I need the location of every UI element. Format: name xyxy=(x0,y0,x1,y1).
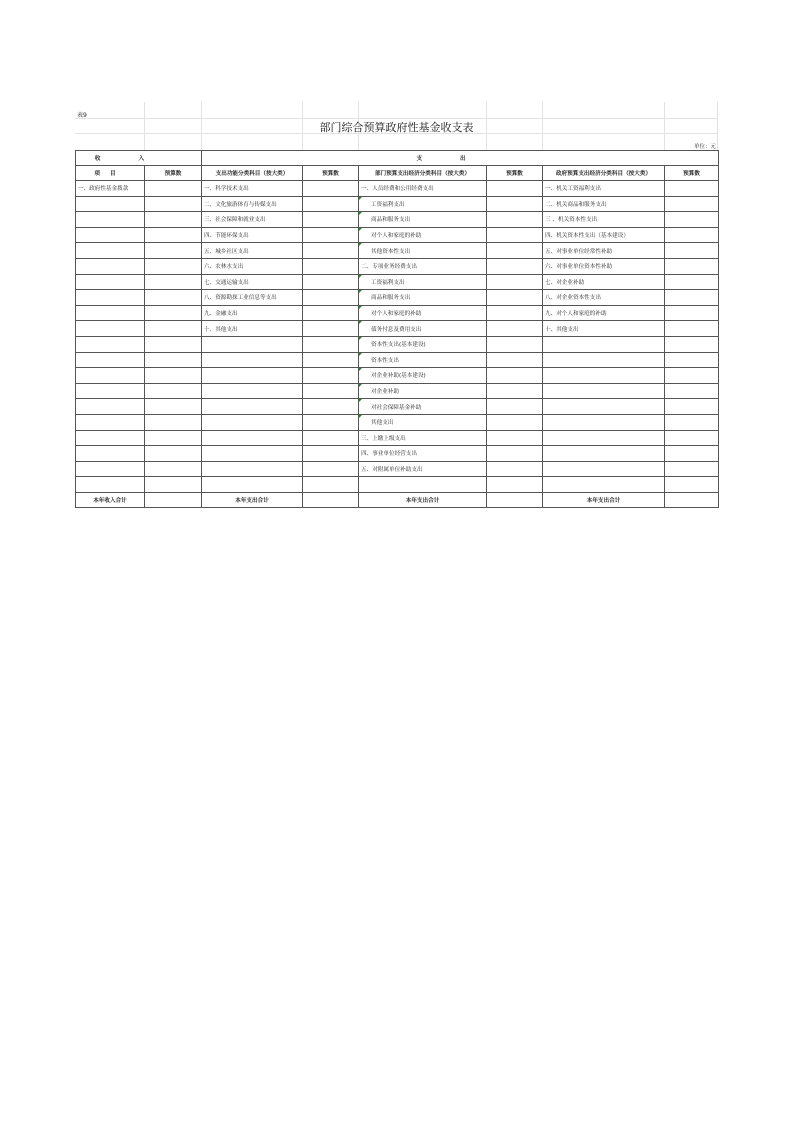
col-gov-econ-header: 政府预算支出经济分类科目（按大类） xyxy=(543,166,665,181)
income-total-label: 本年收入合计 xyxy=(76,492,145,508)
col-func-header: 支出功能分类科目（按大类） xyxy=(202,166,303,181)
gov-item-cell: 五、对事业单位经常性补助 xyxy=(543,243,665,259)
func-item-cell: 一、科学技术支出 xyxy=(202,181,303,197)
gov-item-cell: 三 、机关资本性支出 xyxy=(543,212,665,228)
expense-header: 支出 xyxy=(202,151,719,166)
col-dept-econ-header: 部门预算支出经济分类科目（按大类） xyxy=(359,166,487,181)
fund-budget-table xyxy=(75,150,719,508)
dept-item-cell: 对个人和家庭的补助 xyxy=(359,227,487,243)
func-item-cell xyxy=(202,414,303,430)
gov-budget-cell xyxy=(665,212,719,228)
table-row xyxy=(76,258,719,274)
income-budget-cell xyxy=(145,305,202,321)
income-item-cell xyxy=(76,243,145,259)
expense-total-label-2: 本年支出合计 xyxy=(359,492,487,508)
func-budget-cell xyxy=(303,430,359,446)
gov-item-cell xyxy=(543,399,665,415)
gov-item-cell xyxy=(543,446,665,462)
dept-budget-cell xyxy=(487,430,543,446)
dept-budget-cell xyxy=(487,290,543,306)
header-row-top xyxy=(76,151,719,166)
dept-budget-cell xyxy=(487,368,543,384)
income-budget-cell xyxy=(145,383,202,399)
table-row xyxy=(76,414,719,430)
gov-item-cell xyxy=(543,461,665,477)
expense-total-value-1 xyxy=(303,492,359,508)
col-budget1-header: 预算数 xyxy=(145,166,202,181)
table-row xyxy=(76,352,719,368)
gov-item-cell: 九、对个人和家庭的补助 xyxy=(543,305,665,321)
gov-budget-cell xyxy=(665,321,719,337)
table-row xyxy=(76,274,719,290)
expense-total-label-1: 本年支出合计 xyxy=(202,492,303,508)
income-budget-cell xyxy=(145,477,202,493)
func-budget-cell xyxy=(303,446,359,462)
dept-item-cell: 四、事业单位经营支出 xyxy=(359,446,487,462)
func-item-cell: 四、节能环保支出 xyxy=(202,227,303,243)
table-number: 表9 xyxy=(77,112,87,119)
gov-budget-cell xyxy=(665,290,719,306)
income-budget-cell xyxy=(145,321,202,337)
sheet-preamble xyxy=(75,102,718,150)
income-budget-cell xyxy=(145,430,202,446)
dept-budget-cell xyxy=(487,383,543,399)
gov-budget-cell xyxy=(665,305,719,321)
income-item-cell xyxy=(76,430,145,446)
dept-item-cell: 资本性支出 xyxy=(359,352,487,368)
func-item-cell xyxy=(202,461,303,477)
gov-item-cell: 七、对企业补助 xyxy=(543,274,665,290)
dept-item-cell: 对企业补助 xyxy=(359,383,487,399)
func-budget-cell xyxy=(303,212,359,228)
dept-item-cell: 商品和服务支出 xyxy=(359,290,487,306)
income-item-cell xyxy=(76,446,145,462)
dept-item-cell: 对企业补助(基本建设) xyxy=(359,368,487,384)
expense-total-label-3: 本年支出合计 xyxy=(543,492,665,508)
income-item-cell xyxy=(76,399,145,415)
income-budget-cell xyxy=(145,212,202,228)
income-budget-cell xyxy=(145,336,202,352)
func-item-cell xyxy=(202,446,303,462)
gov-budget-cell xyxy=(665,430,719,446)
gov-budget-cell xyxy=(665,477,719,493)
dept-item-cell: 其他资本性支出 xyxy=(359,243,487,259)
func-budget-cell xyxy=(303,305,359,321)
table-row xyxy=(76,243,719,259)
table-row xyxy=(76,368,719,384)
income-item-cell xyxy=(76,336,145,352)
func-budget-cell xyxy=(303,368,359,384)
func-item-cell: 八、资源勘探工业信息等支出 xyxy=(202,290,303,306)
income-budget-cell xyxy=(145,352,202,368)
income-item-cell xyxy=(76,461,145,477)
func-item-cell: 二、文化旅游体育与传媒支出 xyxy=(202,196,303,212)
dept-budget-cell xyxy=(487,258,543,274)
dept-item-cell: 五、对附属单位补助支出 xyxy=(359,461,487,477)
income-header: 收入 xyxy=(76,151,202,166)
func-budget-cell xyxy=(303,274,359,290)
expense-total-value-2 xyxy=(487,492,543,508)
header-row-columns xyxy=(76,166,719,181)
func-item-cell xyxy=(202,368,303,384)
income-budget-cell xyxy=(145,290,202,306)
dept-budget-cell xyxy=(487,399,543,415)
gov-budget-cell xyxy=(665,368,719,384)
table-row xyxy=(76,430,719,446)
income-item-cell xyxy=(76,383,145,399)
func-budget-cell xyxy=(303,399,359,415)
dept-item-cell: 工资福利支出 xyxy=(359,274,487,290)
income-item-cell: 一、政府性基金拨款 xyxy=(76,181,145,197)
income-total-value xyxy=(145,492,202,508)
func-budget-cell xyxy=(303,414,359,430)
income-budget-cell xyxy=(145,227,202,243)
func-item-cell xyxy=(202,430,303,446)
income-budget-cell xyxy=(145,196,202,212)
dept-budget-cell xyxy=(487,274,543,290)
income-budget-cell xyxy=(145,258,202,274)
table-row xyxy=(76,399,719,415)
func-budget-cell xyxy=(303,290,359,306)
gov-item-cell: 十、其他支出 xyxy=(543,321,665,337)
gov-item-cell: 四、机关资本性支出（基本建设） xyxy=(543,227,665,243)
gov-budget-cell xyxy=(665,336,719,352)
col-budget3-header: 预算数 xyxy=(487,166,543,181)
table-row xyxy=(76,336,719,352)
dept-budget-cell xyxy=(487,181,543,197)
gov-budget-cell xyxy=(665,352,719,368)
dept-item-cell: 其他支出 xyxy=(359,414,487,430)
col-item-header: 项目 xyxy=(76,166,145,181)
dept-budget-cell xyxy=(487,352,543,368)
dept-budget-cell xyxy=(487,477,543,493)
func-budget-cell xyxy=(303,181,359,197)
income-item-cell xyxy=(76,227,145,243)
table-row xyxy=(76,181,719,197)
income-item-cell xyxy=(76,290,145,306)
income-item-cell xyxy=(76,321,145,337)
gov-item-cell xyxy=(543,430,665,446)
func-item-cell xyxy=(202,477,303,493)
gov-item-cell: 八、对企业资本性支出 xyxy=(543,290,665,306)
func-item-cell: 九、金融支出 xyxy=(202,305,303,321)
func-item-cell xyxy=(202,352,303,368)
dept-item-cell xyxy=(359,477,487,493)
income-item-cell xyxy=(76,212,145,228)
income-budget-cell xyxy=(145,274,202,290)
func-budget-cell xyxy=(303,352,359,368)
dept-item-cell: 商品和服务支出 xyxy=(359,212,487,228)
func-item-cell: 十、其他支出 xyxy=(202,321,303,337)
gov-budget-cell xyxy=(665,446,719,462)
func-item-cell: 六、农林水支出 xyxy=(202,258,303,274)
page-title: 部门综合预算政府性基金收支表 xyxy=(319,121,474,134)
func-budget-cell xyxy=(303,477,359,493)
income-item-cell xyxy=(76,196,145,212)
expense-total-value-3 xyxy=(665,492,719,508)
income-item-cell xyxy=(76,305,145,321)
table-row xyxy=(76,305,719,321)
gov-item-cell xyxy=(543,368,665,384)
func-budget-cell xyxy=(303,336,359,352)
func-item-cell: 三、社会保障和就业支出 xyxy=(202,212,303,228)
gov-item-cell: 二、机关商品和服务支出 xyxy=(543,196,665,212)
gov-budget-cell xyxy=(665,274,719,290)
table-row xyxy=(76,461,719,477)
gov-budget-cell xyxy=(665,196,719,212)
col-budget2-header: 预算数 xyxy=(303,166,359,181)
dept-item-cell: 对社会保障基金补助 xyxy=(359,399,487,415)
dept-budget-cell xyxy=(487,414,543,430)
func-budget-cell xyxy=(303,321,359,337)
gov-budget-cell xyxy=(665,258,719,274)
gov-budget-cell xyxy=(665,414,719,430)
func-item-cell: 七、交通运输支出 xyxy=(202,274,303,290)
income-budget-cell xyxy=(145,399,202,415)
func-budget-cell xyxy=(303,196,359,212)
dept-budget-cell xyxy=(487,321,543,337)
func-item-cell xyxy=(202,336,303,352)
income-item-cell xyxy=(76,414,145,430)
gov-budget-cell xyxy=(665,181,719,197)
table-row xyxy=(76,383,719,399)
income-budget-cell xyxy=(145,181,202,197)
totals-row xyxy=(76,492,719,508)
func-item-cell xyxy=(202,399,303,415)
dept-item-cell: 一、人员经费和公用经费支出 xyxy=(359,181,487,197)
func-budget-cell xyxy=(303,227,359,243)
income-item-cell xyxy=(76,477,145,493)
func-budget-cell xyxy=(303,383,359,399)
dept-budget-cell xyxy=(487,446,543,462)
col-budget4-header: 预算数 xyxy=(665,166,719,181)
dept-budget-cell xyxy=(487,196,543,212)
unit-label: 单位：元 xyxy=(693,144,716,150)
income-item-cell xyxy=(76,258,145,274)
dept-budget-cell xyxy=(487,336,543,352)
dept-item-cell: 资本性支出(基本建设) xyxy=(359,336,487,352)
gov-item-cell xyxy=(543,336,665,352)
dept-budget-cell xyxy=(487,243,543,259)
table-row xyxy=(76,212,719,228)
income-budget-cell xyxy=(145,461,202,477)
income-item-cell xyxy=(76,352,145,368)
table-row xyxy=(76,321,719,337)
gov-budget-cell xyxy=(665,383,719,399)
dept-budget-cell xyxy=(487,212,543,228)
func-item-cell: 五、城乡社区支出 xyxy=(202,243,303,259)
income-item-cell xyxy=(76,274,145,290)
gov-item-cell xyxy=(543,414,665,430)
table-row xyxy=(76,227,719,243)
dept-budget-cell xyxy=(487,461,543,477)
func-item-cell xyxy=(202,383,303,399)
gov-item-cell xyxy=(543,477,665,493)
dept-item-cell: 三、上缴上级支出 xyxy=(359,430,487,446)
dept-item-cell: 对个人和家庭的补助 xyxy=(359,305,487,321)
gov-budget-cell xyxy=(665,461,719,477)
gov-budget-cell xyxy=(665,399,719,415)
dept-item-cell: 工资福利支出 xyxy=(359,196,487,212)
dept-item-cell: 债务付息及费用支出 xyxy=(359,321,487,337)
dept-budget-cell xyxy=(487,305,543,321)
gov-budget-cell xyxy=(665,243,719,259)
gov-item-cell xyxy=(543,383,665,399)
dept-item-cell: 二、专项业务经费支出 xyxy=(359,258,487,274)
income-item-cell xyxy=(76,368,145,384)
gov-item-cell: 六、对事业单位资本性补助 xyxy=(543,258,665,274)
income-budget-cell xyxy=(145,368,202,384)
dept-budget-cell xyxy=(487,227,543,243)
table-row xyxy=(76,477,719,493)
gov-item-cell xyxy=(543,352,665,368)
gov-budget-cell xyxy=(665,227,719,243)
table-row xyxy=(76,196,719,212)
income-budget-cell xyxy=(145,243,202,259)
income-budget-cell xyxy=(145,414,202,430)
func-budget-cell xyxy=(303,258,359,274)
table-row xyxy=(76,446,719,462)
income-budget-cell xyxy=(145,446,202,462)
func-budget-cell xyxy=(303,461,359,477)
budget-sheet xyxy=(75,102,718,508)
gov-item-cell: 一、机关工资福利支出 xyxy=(543,181,665,197)
func-budget-cell xyxy=(303,243,359,259)
table-row xyxy=(76,290,719,306)
